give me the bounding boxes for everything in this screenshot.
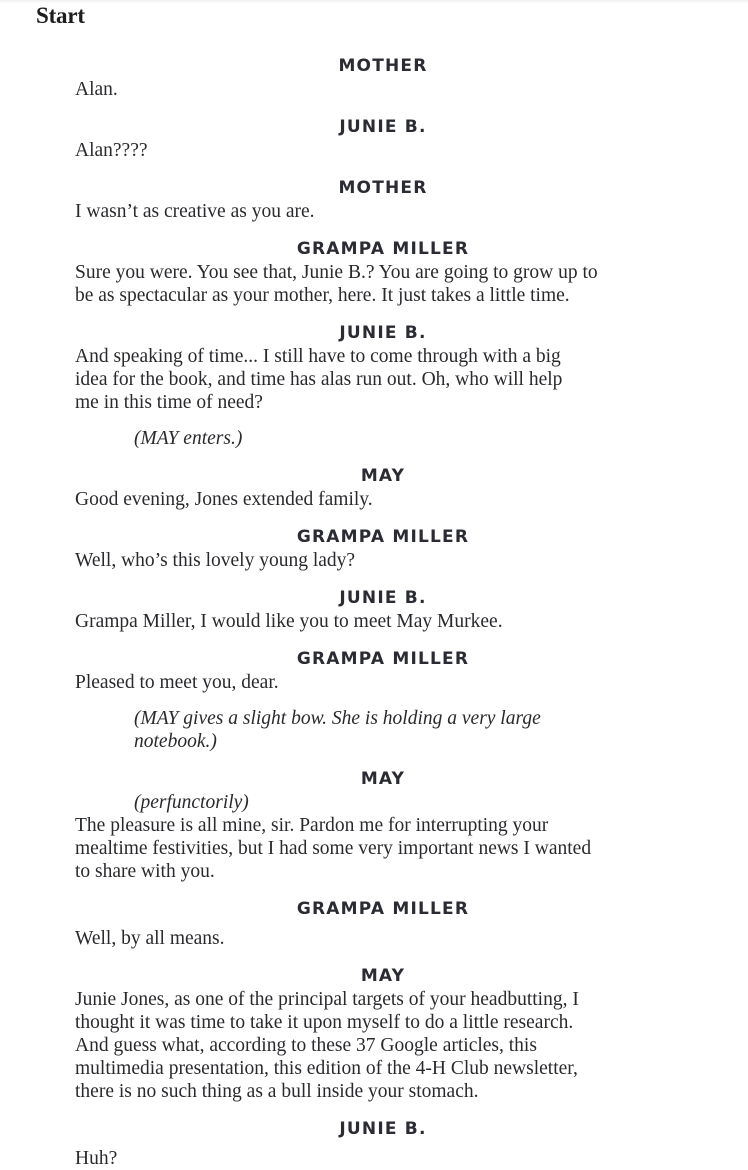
dialogue-line: multimedia presentation, this edition of the 4-H Club newsletter,	[75, 1058, 578, 1079]
dialogue-line: Sure you were. You see that, Junie B.? You are going to grow up to	[75, 262, 598, 283]
speaker-name: GRAMPA MILLER	[296, 239, 470, 259]
dialogue-line: Grampa Miller, I would like you to meet May Murkee.	[75, 611, 503, 632]
dialogue-line: Well, by all means.	[75, 928, 225, 949]
dialogue-line: Huh?	[75, 1148, 118, 1169]
dialogue-line: I wasn’t as creative as you are.	[75, 201, 315, 222]
dialogue-line: idea for the book, and time has alas run out. Oh, who will help	[75, 369, 563, 390]
speaker-name: JUNIE B.	[339, 588, 427, 608]
speaker-name: MOTHER	[338, 56, 428, 76]
section-title: Start	[36, 3, 85, 28]
dialogue-line: to share with you.	[75, 861, 215, 882]
script-body	[75, 54, 715, 1170]
speaker-name: GRAMPA MILLER	[296, 899, 470, 919]
page-top-edge	[0, 0, 748, 4]
dialogue-line: The pleasure is all mine, sir. Pardon me for interrupting your	[75, 815, 549, 836]
dialogue-line: Junie Jones, as one of the principal targets of your headbutting, I	[75, 989, 579, 1010]
dialogue-line: Alan????	[75, 140, 148, 161]
dialogue-line: Well, who’s this lovely young lady?	[75, 550, 356, 571]
speaker-name: JUNIE B.	[339, 1119, 427, 1139]
speaker-name: MAY	[360, 769, 406, 789]
dialogue-line: Pleased to meet you, dear.	[75, 672, 279, 693]
dialogue-line: thought it was time to take it upon myself to do a little research.	[75, 1012, 574, 1033]
speaker-name: MAY	[360, 966, 406, 986]
stage-direction: (MAY enters.)	[134, 428, 243, 449]
speaker-name: MOTHER	[338, 178, 428, 198]
speaker-name: JUNIE B.	[339, 117, 427, 137]
dialogue-line: And guess what, according to these 37 Google articles, this	[75, 1035, 537, 1056]
stage-direction: notebook.)	[134, 731, 217, 752]
parenthetical: (perfunctorily)	[134, 792, 249, 813]
stage-direction: (MAY gives a slight bow. She is holding a very large	[134, 708, 541, 729]
dialogue-line: me in this time of need?	[75, 392, 263, 413]
dialogue-line: mealtime festivities, but I had some very important news I wanted	[75, 838, 592, 859]
dialogue-line: Alan.	[75, 79, 118, 100]
dialogue-line: there is no such thing as a bull inside your stomach.	[75, 1081, 479, 1102]
speaker-name: JUNIE B.	[339, 323, 427, 343]
speaker-name: GRAMPA MILLER	[296, 527, 470, 547]
dialogue-line: Good evening, Jones extended family.	[75, 489, 373, 510]
speaker-name: MAY	[360, 466, 406, 486]
dialogue-line: And speaking of time... I still have to come through with a big	[75, 346, 561, 367]
dialogue-line: be as spectacular as your mother, here. It just takes a little time.	[75, 285, 570, 306]
speaker-name: GRAMPA MILLER	[296, 649, 470, 669]
